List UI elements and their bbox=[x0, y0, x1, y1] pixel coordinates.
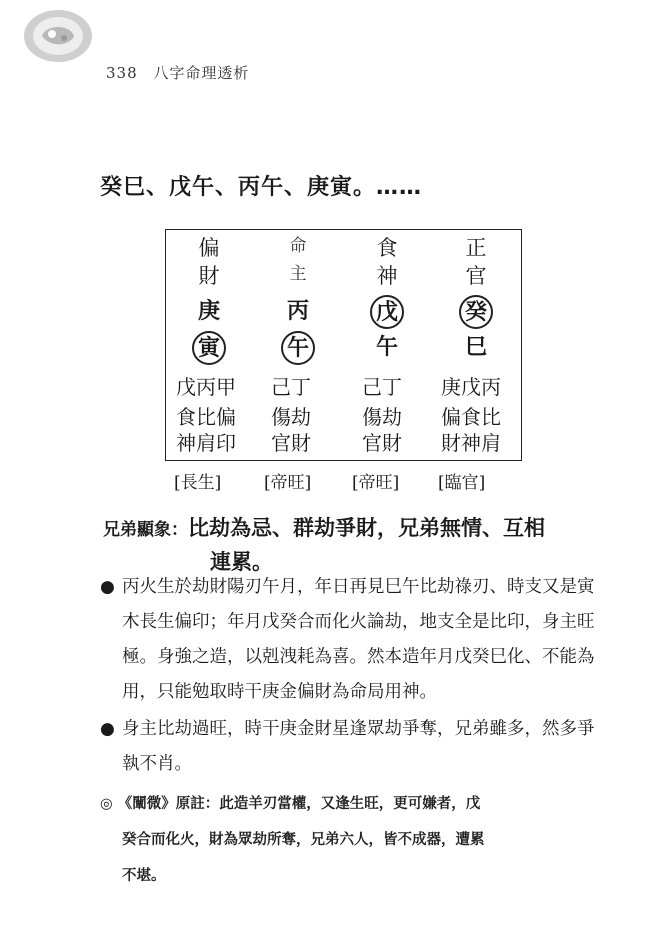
chart-heading: 癸巳、戊午、丙午、庚寅。…… bbox=[100, 175, 423, 200]
heavenly-stem: 丙 bbox=[286, 298, 309, 324]
ten-god-char: 主 bbox=[289, 264, 307, 284]
original-annotation bbox=[100, 786, 600, 894]
hidden-stems: 己丁 bbox=[271, 375, 311, 399]
life-stage-label: [長生] bbox=[174, 473, 222, 493]
ten-god-char: 神 bbox=[376, 264, 398, 288]
bazi-chart bbox=[165, 229, 522, 461]
earthly-branch-circled: 寅 bbox=[192, 331, 226, 365]
earthly-branch-circled: 午 bbox=[281, 331, 315, 365]
subheading-line: 比劫為忌、群劫爭財，兄弟無情、互相 bbox=[188, 516, 545, 540]
heavenly-stem-cell bbox=[344, 300, 430, 329]
heavenly-stem-circled: 戊 bbox=[370, 295, 404, 329]
heavenly-stem-circled: 癸 bbox=[459, 295, 493, 329]
ten-god-char: 官 bbox=[465, 264, 487, 288]
hidden-ten-gods: 傷劫 bbox=[271, 405, 311, 429]
book-title: 八字命理透析 bbox=[153, 64, 250, 82]
life-stage-row bbox=[0, 468, 666, 496]
earthly-branch-cell bbox=[166, 336, 252, 365]
bullet-paragraph bbox=[100, 712, 600, 782]
heavenly-stem: 庚 bbox=[197, 298, 220, 324]
earthly-branch-cell bbox=[255, 336, 341, 365]
ten-god-char: 命 bbox=[289, 236, 307, 256]
life-stage-label: [帝旺] bbox=[264, 473, 312, 493]
annotation-line bbox=[100, 786, 600, 822]
bullet-icon: ● bbox=[100, 577, 115, 597]
annotation-mark-icon: ◎ bbox=[100, 796, 113, 812]
ten-god-char: 財 bbox=[198, 264, 220, 288]
life-stage-text: 臨官 bbox=[444, 473, 479, 493]
hidden-ten-gods: 官財 bbox=[362, 431, 402, 455]
subheading-label: 兄弟顯象： bbox=[103, 520, 188, 540]
hidden-ten-gods: 偏食比 bbox=[441, 405, 501, 429]
paragraph-text: 身主比劫過旺，時干庚金財星逢眾劫爭奪，兄弟雖多，然多爭執不肖。 bbox=[122, 719, 595, 774]
annotation-text: 《闡微》原註：此造羊刃當權，又逢生旺，更可嫌者，戊 bbox=[117, 796, 481, 812]
life-stage-text: 帝旺 bbox=[358, 473, 393, 493]
heavenly-stem-cell bbox=[433, 300, 519, 329]
hidden-ten-gods: 官財 bbox=[271, 431, 311, 455]
hidden-ten-gods: 食比偏 bbox=[176, 405, 236, 429]
subheading-line: 連累。 bbox=[210, 550, 273, 574]
life-stage-text: 帝旺 bbox=[270, 473, 305, 493]
hidden-stems: 戊丙甲 bbox=[176, 375, 236, 399]
ten-god-char: 正 bbox=[465, 236, 487, 260]
section-subheading bbox=[103, 512, 545, 578]
annotation-line: 癸合而化火，財為眾劫所奪，兄弟六人，皆不成器，遭累 bbox=[122, 832, 485, 848]
ten-god-char: 食 bbox=[376, 236, 398, 260]
running-header bbox=[106, 62, 249, 83]
life-stage-label: [帝旺] bbox=[352, 473, 400, 493]
earthly-branch: 午 bbox=[375, 334, 398, 360]
hidden-ten-gods: 財神肩 bbox=[441, 431, 501, 455]
bullet-paragraph bbox=[100, 570, 600, 710]
hidden-ten-gods: 傷劫 bbox=[362, 405, 402, 429]
annotation-line: 不堪。 bbox=[122, 868, 166, 884]
ten-god-char: 偏 bbox=[198, 236, 220, 260]
bullet-icon: ● bbox=[100, 719, 115, 739]
life-stage-label: [臨官] bbox=[438, 473, 486, 493]
publisher-logo bbox=[20, 6, 96, 64]
page-number: 338 bbox=[106, 64, 138, 82]
earthly-branch: 巳 bbox=[464, 334, 487, 360]
hidden-ten-gods: 神肩印 bbox=[176, 431, 236, 455]
hidden-stems: 己丁 bbox=[362, 375, 402, 399]
life-stage-text: 長生 bbox=[180, 473, 215, 493]
hidden-stems: 庚戊丙 bbox=[441, 375, 501, 399]
paragraph-text: 丙火生於劫財陽刃午月，年日再見巳午比劫祿刃、時支又是寅木長生偏印；年月戊癸合而化火論劫，地支全是比印，身主旺極。身強之造，以剋洩耗為喜。然本造年月戊癸巳化、不能為用，只能勉取時干庚金偏財為命局用神。 bbox=[122, 577, 595, 702]
